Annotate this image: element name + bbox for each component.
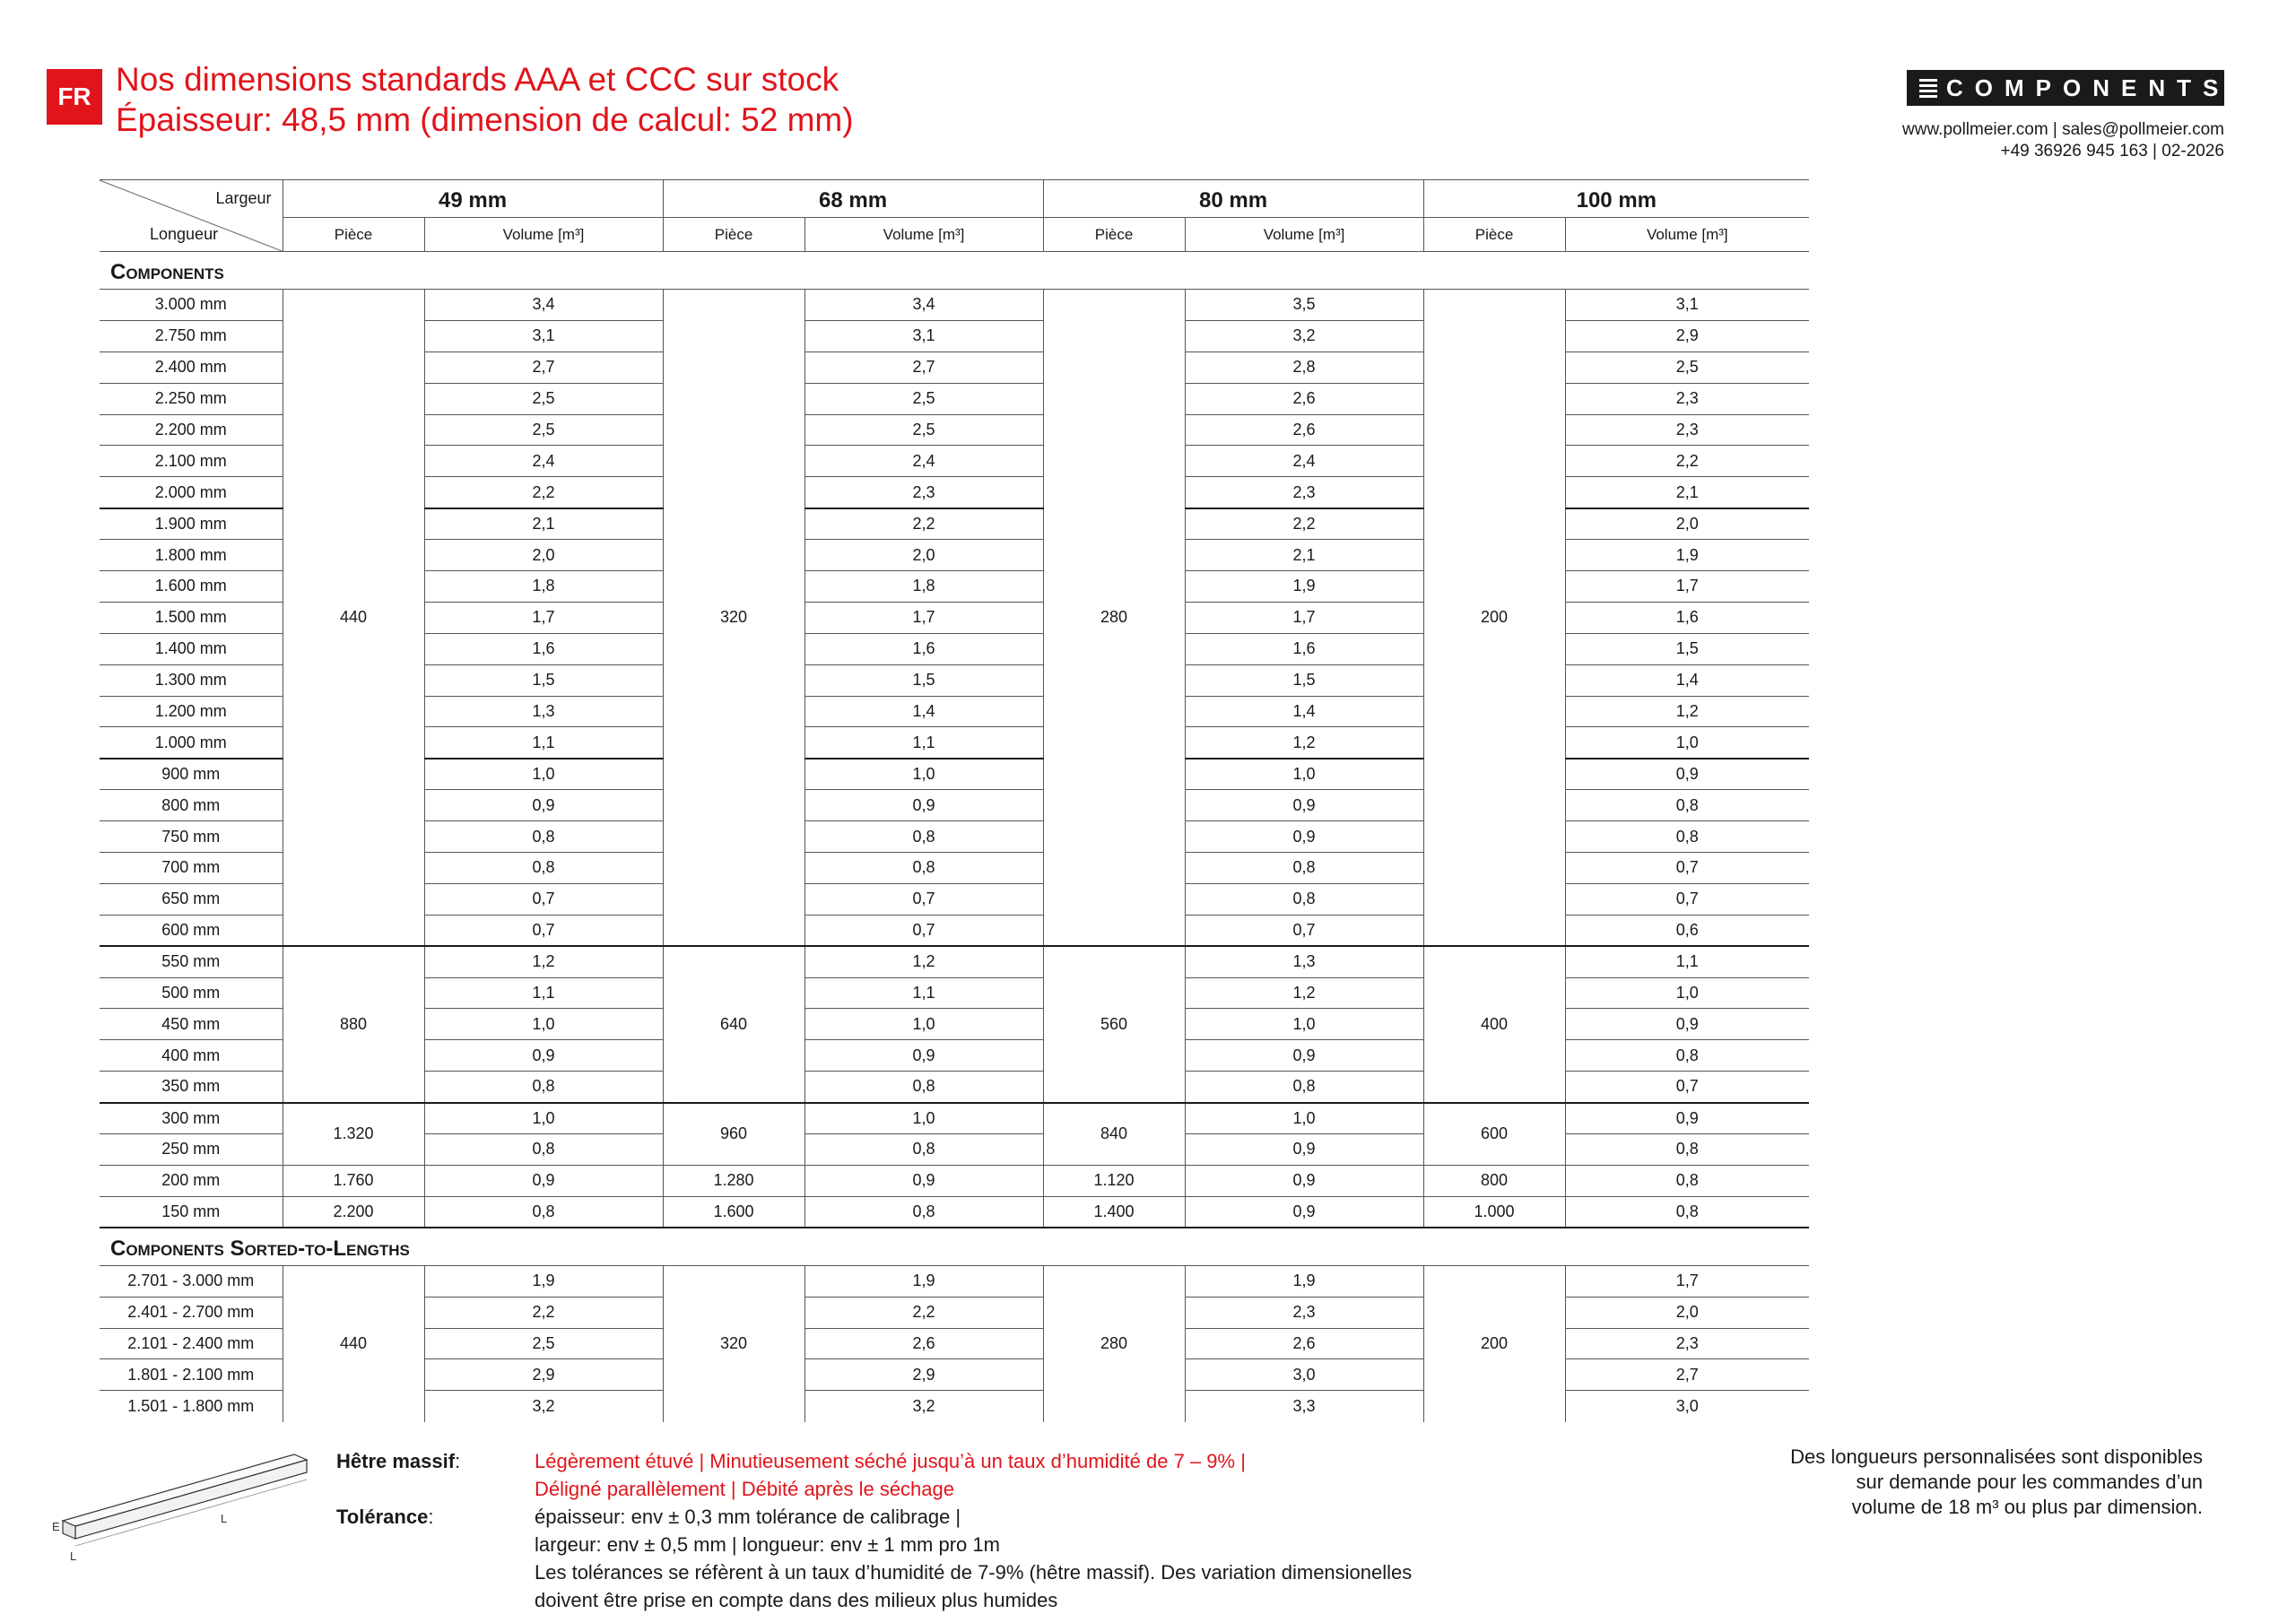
- length-cell: 2.400 mm: [100, 352, 283, 383]
- piece-cell: 960: [663, 1103, 804, 1166]
- volume-cell: 3,5: [1185, 290, 1423, 321]
- volume-cell: 0,7: [804, 883, 1043, 915]
- volume-cell: 1,9: [424, 1265, 663, 1297]
- note-line-2: sur demande pour les commandes d’un: [1856, 1471, 2203, 1493]
- volume-cell: 0,7: [1565, 1072, 1809, 1103]
- volume-cell: 1,0: [804, 1103, 1043, 1134]
- components-rows: [100, 290, 1809, 1228]
- volume-cell: 2,6: [1185, 1328, 1423, 1359]
- volume-header: Volume [m³]: [1565, 218, 1809, 252]
- volume-cell: 1,0: [1565, 977, 1809, 1009]
- volume-cell: 2,2: [1185, 508, 1423, 540]
- dimensions-table: [100, 179, 1809, 1422]
- volume-cell: 1,0: [804, 1009, 1043, 1040]
- volume-cell: 1,2: [1185, 727, 1423, 759]
- volume-cell: 0,8: [424, 853, 663, 884]
- wood-label: Hêtre massif:: [336, 1450, 461, 1472]
- volume-cell: 3,0: [1185, 1359, 1423, 1391]
- volume-cell: 1,4: [1185, 696, 1423, 727]
- volume-cell: 2,2: [424, 477, 663, 508]
- volume-cell: 2,4: [804, 446, 1043, 477]
- volume-cell: 2,6: [804, 1328, 1043, 1359]
- volume-cell: 1,0: [1185, 759, 1423, 790]
- length-cell: 750 mm: [100, 821, 283, 853]
- tolerance-line-1: épaisseur: env ± 0,3 mm tolérance de calibrage |: [535, 1506, 961, 1528]
- volume-header: Volume [m³]: [1185, 218, 1423, 252]
- piece-cell: 1.600: [663, 1196, 804, 1228]
- volume-cell: 1,0: [424, 759, 663, 790]
- contact-phone-date: +49 36926 945 163 | 02-2026: [2000, 142, 2224, 161]
- table-row: [100, 290, 1809, 321]
- volume-cell: 2,6: [1185, 414, 1423, 446]
- volume-cell: 0,8: [424, 1134, 663, 1166]
- length-cell: 1.800 mm: [100, 540, 283, 571]
- volume-cell: 0,9: [1565, 1103, 1809, 1134]
- volume-cell: 1,9: [1565, 540, 1809, 571]
- width-header-68: 68 mm: [663, 180, 1043, 218]
- volume-cell: 2,1: [424, 508, 663, 540]
- volume-cell: 2,3: [1185, 1297, 1423, 1328]
- volume-cell: 1,9: [804, 1265, 1043, 1297]
- volume-cell: 2,5: [424, 1328, 663, 1359]
- length-cell: 2.250 mm: [100, 383, 283, 414]
- piece-cell: 880: [283, 946, 424, 1102]
- length-cell: 1.400 mm: [100, 633, 283, 664]
- volume-cell: 0,8: [424, 1072, 663, 1103]
- volume-cell: 1,5: [804, 664, 1043, 696]
- volume-cell: 1,0: [1185, 1009, 1423, 1040]
- piece-cell: 1.120: [1043, 1165, 1185, 1196]
- length-range-cell: 1.801 - 2.100 mm: [100, 1359, 283, 1391]
- length-cell: 2.200 mm: [100, 414, 283, 446]
- section-sorted-to-lengths: Components Sorted-to-Lengths: [100, 1228, 1809, 1265]
- width-axis-label: Largeur: [215, 189, 272, 207]
- table-row: [100, 1103, 1809, 1134]
- volume-cell: 1,0: [804, 759, 1043, 790]
- note-line-3: volume de 18 m³ ou plus par dimension.: [1851, 1496, 2203, 1518]
- volume-cell: 2,5: [1565, 352, 1809, 383]
- volume-cell: 3,4: [424, 290, 663, 321]
- volume-cell: 0,9: [424, 790, 663, 821]
- volume-cell: 2,5: [804, 414, 1043, 446]
- page-title: [116, 59, 854, 140]
- volume-cell: 3,4: [804, 290, 1043, 321]
- piece-header: Pièce: [283, 218, 424, 252]
- volume-header: Volume [m³]: [804, 218, 1043, 252]
- volume-cell: 3,2: [424, 1391, 663, 1422]
- length-cell: 1.500 mm: [100, 602, 283, 633]
- volume-cell: 2,5: [804, 383, 1043, 414]
- volume-header: Volume [m³]: [424, 218, 663, 252]
- volume-cell: 1,5: [424, 664, 663, 696]
- volume-cell: 1,0: [424, 1103, 663, 1134]
- volume-cell: 1,7: [1565, 571, 1809, 603]
- length-cell: 2.100 mm: [100, 446, 283, 477]
- volume-cell: 2,7: [804, 352, 1043, 383]
- length-cell: 1.300 mm: [100, 664, 283, 696]
- volume-cell: 0,9: [424, 1165, 663, 1196]
- volume-cell: 2,3: [1565, 383, 1809, 414]
- volume-cell: 2,6: [1185, 383, 1423, 414]
- volume-cell: 1,7: [804, 602, 1043, 633]
- diagram-width-label: L: [70, 1549, 77, 1563]
- volume-cell: 2,7: [1565, 1359, 1809, 1391]
- length-range-cell: 1.501 - 1.800 mm: [100, 1391, 283, 1422]
- volume-cell: 0,7: [804, 915, 1043, 946]
- volume-cell: 1,8: [804, 571, 1043, 603]
- volume-cell: 1,3: [1185, 946, 1423, 977]
- length-cell: 900 mm: [100, 759, 283, 790]
- piece-cell: 440: [283, 290, 424, 947]
- piece-cell: 400: [1423, 946, 1565, 1102]
- piece-cell: 280: [1043, 1265, 1185, 1421]
- board-dimension-diagram-icon: [50, 1445, 319, 1580]
- volume-cell: 0,8: [1565, 1165, 1809, 1196]
- volume-cell: 1,2: [424, 946, 663, 977]
- wood-line-1: Légèrement étuvé | Minutieusement séché jusqu’à un taux d’humidité de 7 – 9% |: [535, 1450, 1246, 1472]
- volume-cell: 1,6: [424, 633, 663, 664]
- piece-cell: 1.760: [283, 1165, 424, 1196]
- length-cell: 350 mm: [100, 1072, 283, 1103]
- table-row: [100, 946, 1809, 977]
- length-cell: 650 mm: [100, 883, 283, 915]
- volume-cell: 2,5: [424, 383, 663, 414]
- length-range-cell: 2.401 - 2.700 mm: [100, 1297, 283, 1328]
- volume-cell: 2,0: [424, 540, 663, 571]
- piece-cell: 600: [1423, 1103, 1565, 1166]
- volume-cell: 1,7: [1565, 1265, 1809, 1297]
- volume-cell: 1,1: [1565, 946, 1809, 977]
- width-header-49: 49 mm: [283, 180, 663, 218]
- volume-cell: 0,7: [1565, 853, 1809, 884]
- length-cell: 2.750 mm: [100, 320, 283, 352]
- volume-cell: 3,2: [1185, 320, 1423, 352]
- volume-cell: 0,7: [1565, 883, 1809, 915]
- width-header-80: 80 mm: [1043, 180, 1423, 218]
- volume-cell: 0,8: [1565, 790, 1809, 821]
- tolerance-label: Tolérance:: [336, 1506, 434, 1528]
- volume-cell: 0,8: [1565, 1196, 1809, 1228]
- piece-cell: 1.280: [663, 1165, 804, 1196]
- volume-cell: 0,8: [1565, 1134, 1809, 1166]
- width-header-100: 100 mm: [1423, 180, 1809, 218]
- piece-cell: 320: [663, 1265, 804, 1421]
- volume-cell: 0,9: [1185, 1134, 1423, 1166]
- volume-cell: 0,9: [1565, 1009, 1809, 1040]
- tolerance-line-3: Les tolérances se réfèrent à un taux d’humidité de 7-9% (hêtre massif). Des variation dimensionelles: [535, 1561, 1413, 1584]
- volume-cell: 0,9: [804, 790, 1043, 821]
- volume-cell: 3,1: [1565, 290, 1809, 321]
- length-range-cell: 2.101 - 2.400 mm: [100, 1328, 283, 1359]
- volume-cell: 0,9: [1185, 1165, 1423, 1196]
- volume-cell: 0,8: [1565, 821, 1809, 853]
- volume-cell: 1,2: [1565, 696, 1809, 727]
- length-cell: 400 mm: [100, 1040, 283, 1072]
- volume-cell: 0,9: [804, 1165, 1043, 1196]
- piece-cell: 640: [663, 946, 804, 1102]
- volume-cell: 1,8: [424, 571, 663, 603]
- volume-cell: 1,2: [1185, 977, 1423, 1009]
- length-cell: 800 mm: [100, 790, 283, 821]
- volume-cell: 0,9: [804, 1040, 1043, 1072]
- volume-cell: 1,7: [1185, 602, 1423, 633]
- volume-cell: 0,8: [424, 821, 663, 853]
- volume-cell: 2,1: [1185, 540, 1423, 571]
- volume-cell: 1,1: [424, 977, 663, 1009]
- volume-cell: 1,5: [1565, 633, 1809, 664]
- volume-cell: 1,5: [1185, 664, 1423, 696]
- contact-info: [1902, 119, 2224, 162]
- length-cell: 1.900 mm: [100, 508, 283, 540]
- volume-cell: 1,0: [1185, 1103, 1423, 1134]
- volume-cell: 2,2: [804, 508, 1043, 540]
- piece-cell: 1.000: [1423, 1196, 1565, 1228]
- volume-cell: 1,1: [804, 727, 1043, 759]
- length-cell: 2.000 mm: [100, 477, 283, 508]
- piece-header: Pièce: [1043, 218, 1185, 252]
- volume-cell: 2,0: [1565, 1297, 1809, 1328]
- volume-cell: 0,9: [1185, 790, 1423, 821]
- section-components: Components: [100, 252, 1809, 290]
- tolerance-description: [535, 1503, 1412, 1614]
- volume-cell: 1,4: [1565, 664, 1809, 696]
- volume-cell: 2,9: [424, 1359, 663, 1391]
- length-cell: 1.200 mm: [100, 696, 283, 727]
- logo-lines-icon: [1919, 79, 1937, 98]
- corner-header: [100, 180, 283, 252]
- volume-cell: 0,8: [424, 1196, 663, 1228]
- volume-cell: 2,3: [804, 477, 1043, 508]
- volume-cell: 2,3: [1565, 414, 1809, 446]
- volume-cell: 1,1: [804, 977, 1043, 1009]
- length-cell: 3.000 mm: [100, 290, 283, 321]
- volume-cell: 2,7: [424, 352, 663, 383]
- volume-cell: 3,1: [804, 320, 1043, 352]
- length-cell: 150 mm: [100, 1196, 283, 1228]
- volume-cell: 2,3: [1565, 1328, 1809, 1359]
- volume-cell: 1,6: [804, 633, 1043, 664]
- sorted-to-lengths-rows: [100, 1265, 1809, 1421]
- length-cell: 450 mm: [100, 1009, 283, 1040]
- note-line-1: Des longueurs personnalisées sont disponibles: [1790, 1445, 2203, 1468]
- volume-cell: 0,8: [804, 1072, 1043, 1103]
- length-axis-label: Longueur: [150, 225, 219, 243]
- length-range-cell: 2.701 - 3.000 mm: [100, 1265, 283, 1297]
- volume-cell: 2,4: [1185, 446, 1423, 477]
- volume-cell: 1,0: [1565, 727, 1809, 759]
- volume-cell: 2,0: [1565, 508, 1809, 540]
- volume-cell: 2,2: [424, 1297, 663, 1328]
- wood-line-2: Déligné parallèlement | Débité après le séchage: [535, 1478, 954, 1500]
- table-row: [100, 1196, 1809, 1228]
- volume-cell: 1,1: [424, 727, 663, 759]
- volume-cell: 0,9: [1565, 759, 1809, 790]
- piece-header: Pièce: [1423, 218, 1565, 252]
- piece-cell: 800: [1423, 1165, 1565, 1196]
- volume-cell: 2,1: [1565, 477, 1809, 508]
- piece-header: Pièce: [663, 218, 804, 252]
- piece-cell: 280: [1043, 290, 1185, 947]
- length-cell: 300 mm: [100, 1103, 283, 1134]
- volume-cell: 1,9: [1185, 571, 1423, 603]
- volume-cell: 1,6: [1185, 633, 1423, 664]
- volume-cell: 0,7: [1185, 915, 1423, 946]
- volume-cell: 2,5: [424, 414, 663, 446]
- volume-cell: 3,2: [804, 1391, 1043, 1422]
- volume-cell: 2,4: [424, 446, 663, 477]
- volume-cell: 3,3: [1185, 1391, 1423, 1422]
- length-cell: 1.000 mm: [100, 727, 283, 759]
- piece-cell: 320: [663, 290, 804, 947]
- length-cell: 1.600 mm: [100, 571, 283, 603]
- piece-cell: 200: [1423, 290, 1565, 947]
- piece-cell: 1.320: [283, 1103, 424, 1166]
- volume-cell: 1,0: [424, 1009, 663, 1040]
- length-cell: 600 mm: [100, 915, 283, 946]
- volume-cell: 0,8: [804, 1134, 1043, 1166]
- volume-cell: 3,0: [1675, 1396, 1699, 1415]
- piece-cell: 560: [1043, 946, 1185, 1102]
- volume-cell: 2,9: [1565, 320, 1809, 352]
- title-line-2: Épaisseur: 48,5 mm (dimension de calcul: 52 mm): [116, 101, 854, 138]
- piece-cell: 840: [1043, 1103, 1185, 1166]
- volume-cell: 1,4: [804, 696, 1043, 727]
- volume-cell: 0,8: [804, 1196, 1043, 1228]
- volume-cell: 2,3: [1185, 477, 1423, 508]
- volume-cell: 0,9: [1185, 821, 1423, 853]
- volume-cell: 0,8: [1185, 883, 1423, 915]
- volume-cell: 1,2: [804, 946, 1043, 977]
- tolerance-line-2: largeur: env ± 0,5 mm | longueur: env ± 1 mm pro 1m: [535, 1533, 1000, 1556]
- diagram-length-label: L: [221, 1512, 228, 1525]
- piece-cell: 200: [1423, 1265, 1565, 1421]
- volume-cell: 2,0: [804, 540, 1043, 571]
- volume-cell: 2,2: [804, 1297, 1043, 1328]
- components-logo: [1907, 70, 2231, 106]
- logo-text: COMPONENTS: [1946, 74, 2231, 101]
- contact-web-email: www.pollmeier.com | sales@pollmeier.com: [1902, 120, 2224, 139]
- volume-cell: 1,3: [424, 696, 663, 727]
- volume-cell: 0,9: [1185, 1196, 1423, 1228]
- length-cell: 200 mm: [100, 1165, 283, 1196]
- diagram-thickness-label: E: [52, 1520, 60, 1533]
- volume-cell: 0,9: [424, 1040, 663, 1072]
- volume-cell: 0,8: [1185, 853, 1423, 884]
- table-row: [100, 1265, 1809, 1297]
- piece-cell: 1.400: [1043, 1196, 1185, 1228]
- volume-cell: 0,8: [1185, 1072, 1423, 1103]
- volume-cell: 2,8: [1185, 352, 1423, 383]
- language-badge: FR: [47, 69, 102, 125]
- volume-cell: 3,1: [424, 320, 663, 352]
- volume-cell: 0,7: [424, 883, 663, 915]
- piece-cell: 440: [283, 1265, 424, 1421]
- volume-cell: 0,8: [804, 853, 1043, 884]
- volume-cell: 0,9: [1185, 1040, 1423, 1072]
- volume-cell: 1,7: [424, 602, 663, 633]
- volume-cell: 1,6: [1565, 602, 1809, 633]
- volume-cell: 0,8: [804, 821, 1043, 853]
- volume-cell: 2,2: [1565, 446, 1809, 477]
- volume-cell: 0,8: [1565, 1040, 1809, 1072]
- volume-cell: 0,7: [424, 915, 663, 946]
- piece-cell: 2.200: [283, 1196, 424, 1228]
- volume-cell: 2,9: [804, 1359, 1043, 1391]
- length-cell: 500 mm: [100, 977, 283, 1009]
- length-cell: 550 mm: [100, 946, 283, 977]
- wood-description: [535, 1447, 1246, 1503]
- tolerance-line-4: doivent être prise en compte dans des milieux plus humides: [535, 1589, 1058, 1611]
- length-cell: 250 mm: [100, 1134, 283, 1166]
- custom-lengths-note: [1790, 1445, 2203, 1520]
- table-row: [100, 1165, 1809, 1196]
- volume-cell: 1,9: [1185, 1265, 1423, 1297]
- volume-cell: 0,6: [1565, 915, 1809, 946]
- title-line-1: Nos dimensions standards AAA et CCC sur stock: [116, 61, 839, 98]
- length-cell: 700 mm: [100, 853, 283, 884]
